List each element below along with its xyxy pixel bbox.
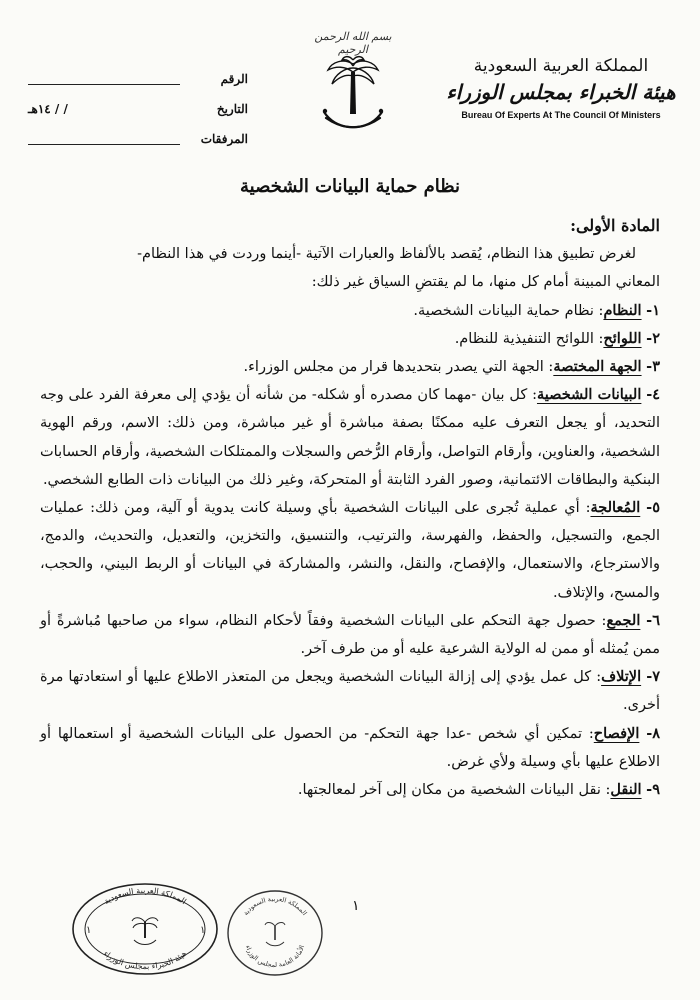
definition-item: ١- النظام: نظام حماية البيانات الشخصية. (413, 301, 660, 319)
definition-item: ٨- الإفصاح: تمكين أي شخص -عدا جهة التحكم- من الحصول على البيانات الشخصية أو استعمالها أو الاطلاع عليها بأي وسيلة ولأي غرض. (40, 724, 661, 770)
kingdom-name: المملكة العربية السعودية (473, 56, 649, 76)
organization-name-en: Bureau Of Experts At The Council Of Ministers (461, 110, 661, 120)
attachments-line (28, 134, 180, 145)
page-number: ١ (352, 898, 360, 914)
definition-text: حصول جهة التحكم على البيانات الشخصية وفقاً لأحكام النظام، سواء من صاحبها مُباشرةً أو ممن يُمثله أو ممن له الولاية الشرعية عليه أو من طرف آخر. (40, 612, 660, 658)
definition-number: ٩- (646, 781, 660, 799)
definition-item: ٤- البيانات الشخصية: كل بيان -مهما كان مصدره أو شكله- من شأنه أن يؤدي إلى معرفة الفرد على وجه التحديد، أو يجعل التعرف عليه ممكنًا بصفة مباشرة أو غير مباشرة، ومن ذلك: الاسم، ورقم الهوية الشخصية، والعناوين، وأرقام التواصل، وأرقام الرُّخص والسجلات والممتلكات الشخصية، وأرقام الحسابات البنكية والبطاقات الائتمانية، وصور الفرد الثابتة أو المتحركة، وغير ذلك من البيانات ذات الطابع الشخصي. (40, 386, 661, 488)
definition-term: الإفصاح (593, 724, 640, 742)
definition-number: ٨- (646, 724, 661, 742)
organization-block (446, 56, 676, 120)
document-body (40, 212, 660, 804)
svg-text:المملكة العربية السعودية (102, 886, 188, 906)
definition-text: أي عملية تُجرى على البيانات الشخصية بأي وسيلة كانت يدوية أو آلية، ومن ذلك: عمليات الجمع، والتسجيل، والحفظ، والفهرسة، والترتيب، والتنسيق، والتخزين، والتعديل، والتحديث، والدمج، والاسترجاع، والاستعمال، والإفصاح، والنقل، والنشر، والمشاركة في البيانات أو الربط البيني، والحجب، والمسح، والإتلاف. (40, 500, 660, 601)
date-row (28, 94, 248, 124)
definition-number: ٥- (646, 499, 660, 517)
date-value: / / ١٤هـ (28, 102, 68, 116)
number-label: الرقم (220, 72, 248, 86)
article-heading: المادة الأولى: (570, 216, 660, 235)
definition-term: النقل (610, 781, 642, 799)
seal-primary-number: ١ (200, 925, 206, 936)
date-label: التاريخ (216, 102, 248, 116)
number-line (28, 74, 180, 85)
official-seal-icon (70, 882, 220, 977)
svg-text:المملكة العربية السعودية (242, 895, 309, 917)
definition-number: ١- (646, 301, 660, 319)
definition-item: ٥- المُعالجة: أي عملية تُجرى على البيانات الشخصية بأي وسيلة كانت يدوية أو آلية، ومن ذلك: عمليات الجمع، والتسجيل، والحفظ، والفهرسة، والترتيب، والتنسيق، والتخزين، والتعديل، والتحديث، والدمج، والاسترجاع، والاستعمال، والإفصاح، والنقل، والنشر، والمشاركة في البيانات أو الربط البيني، والحجب، والمسح، والإتلاف. (40, 499, 660, 601)
definition-item: ٢- اللوائح: اللوائح التنفيذية للنظام. (454, 329, 660, 347)
definition-text: اللوائح التنفيذية للنظام. (454, 330, 594, 347)
secretariat-seal-icon (225, 888, 325, 978)
definition-term: الجهة المختصة (553, 358, 642, 376)
reference-box (28, 64, 248, 154)
definition-text: كل عمل يؤدي إلى إزالة البيانات الشخصية ويجعل من المتعذر الاطلاع عليها أو استعادتها مرة أخرى. (40, 669, 660, 714)
definition-term: البيانات الشخصية (536, 386, 642, 404)
definition-number: ٦- (646, 611, 660, 629)
definition-text: كل بيان -مهما كان مصدره أو شكله- من شأنه أن يؤدي إلى معرفة الفرد على وجه التحديد، أو يجعل التعرف عليه ممكنًا بصفة مباشرة أو غير مباشرة، ومن ذلك: الاسم، ورقم الهوية الشخصية، والعناوين، وأرقام التواصل، وأرقام الرُّخص والسجلات والممتلكات الشخصية، وأرقام الحسابات البنكية والبطاقات الائتمانية، وصور الفرد الثابتة أو المتحركة، وغير ذلك من البيانات ذات الطابع الشخصي. (40, 387, 660, 488)
svg-text:الأمانة العامة لمجلس الوزراء (244, 944, 306, 969)
number-row (28, 64, 248, 94)
definition-item: ٣- الجهة المختصة: الجهة التي يصدر بتحديدها قرار من مجلس الوزراء. (243, 358, 660, 376)
definition-number: ٤- (646, 386, 661, 404)
article-intro: لغرض تطبيق هذا النظام، يُقصد بالألفاظ والعبارات الآتية -أينما وردت في هذا النظام- (137, 246, 636, 263)
definition-number: ٢- (646, 329, 660, 347)
definition-term: النظام (603, 301, 642, 319)
basmala: بسم الله الرحمن الرحيم (314, 30, 392, 56)
article-intro-continued: المعاني المبينة أمام كل منها، ما لم يقتضِ السياق غير ذلك: (311, 274, 660, 291)
organization-name: هيئة الخبراء بمجلس الوزراء (446, 80, 676, 104)
definition-item: ٧- الإتلاف: كل عمل يؤدي إلى إزالة البيانات الشخصية ويجعل من المتعذر الاطلاع عليها أو استعادتها مرة أخرى. (40, 668, 661, 714)
definition-text: نظام حماية البيانات الشخصية. (413, 302, 594, 319)
definition-term: الإتلاف (601, 668, 642, 686)
seal-primary-bottom-text: هيئة الخبراء بمجلس الوزراء (101, 948, 189, 972)
seal-secondary-top-text: المملكة العربية السعودية (241, 894, 309, 917)
document-title: نظام حماية البيانات الشخصية (239, 176, 460, 197)
definition-term: المُعالجة (590, 499, 641, 517)
svg-text:هيئة الخبراء بمجلس الوزراء (102, 949, 189, 971)
attachments-row (28, 124, 248, 154)
definition-term: الجمع (606, 611, 641, 629)
definition-item: ٩- النقل: نقل البيانات الشخصية من مكان إلى آخر لمعالجتها. (297, 781, 660, 799)
definition-number: ٣- (646, 358, 660, 376)
seal-primary-number: ١ (86, 925, 92, 936)
saudi-emblem-icon (318, 52, 388, 142)
definition-number: ٧- (646, 668, 661, 686)
attachments-label: المرفقات (200, 132, 248, 146)
seal-primary-top-text: المملكة العربية السعودية (102, 885, 188, 907)
seal-secondary-bottom-text: الأمانة العامة لمجلس الوزراء (243, 944, 307, 970)
definition-text: نقل البيانات الشخصية من مكان إلى آخر لمعالجتها. (297, 782, 601, 799)
definition-term: اللوائح (603, 329, 642, 347)
definition-item: ٦- الجمع: حصول جهة التحكم على البيانات الشخصية وفقاً لأحكام النظام، سواء من صاحبها مُباشرةً أو ممن يُمثله أو ممن له الولاية الشرعية عليه أو من طرف آخر. (40, 611, 660, 658)
definition-text: الجهة التي يصدر بتحديدها قرار من مجلس الوزراء. (243, 359, 544, 376)
definition-text: تمكين أي شخص -عدا جهة التحكم- من الحصول على البيانات الشخصية أو استعمالها أو الاطلاع عليها بأي وسيلة ولأي غرض. (40, 725, 660, 770)
